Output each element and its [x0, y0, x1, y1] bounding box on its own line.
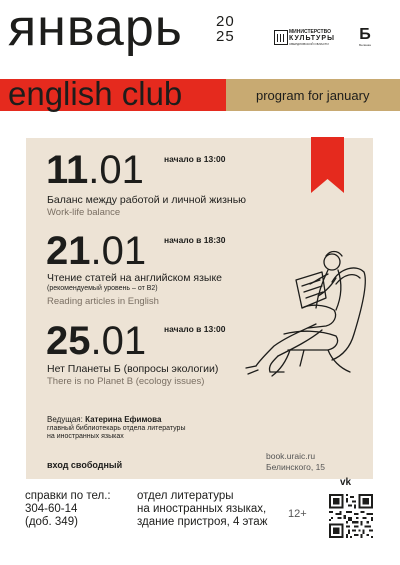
ministry-line2: КУЛЬТУРЫ — [289, 35, 335, 42]
phone-line3: (доб. 349) — [25, 516, 78, 528]
event-note: (рекомендуемый уровень – от В2) — [47, 285, 158, 292]
ministry-line3: СВЕРДЛОВСКОЙ ОБЛАСТИ — [289, 42, 329, 46]
event-day: 25 — [46, 319, 91, 363]
address: Белинского, 15 — [266, 462, 326, 472]
event-date — [46, 150, 144, 190]
bookmark-ribbon-icon — [311, 137, 344, 193]
host-name: Катерина Ефимова — [85, 415, 162, 424]
phone-block — [25, 490, 111, 529]
phone-line1: справки по тел.: — [25, 490, 111, 502]
website-link[interactable]: book.uraic.ru — [266, 451, 316, 461]
phone-line2: 304-60-14 — [25, 503, 78, 515]
library-logo — [354, 27, 376, 51]
event-title-en: Work-life balance — [47, 207, 121, 218]
host-role-line1: главный библиотекарь отдела литературы — [47, 425, 186, 432]
program-subtitle: program for january — [256, 88, 370, 103]
month-title: январь — [8, 0, 183, 57]
dept-line1: отдел литературы — [137, 490, 234, 502]
dept-line3: здание пристроя, 4 этаж — [137, 516, 268, 528]
host-role-line2: на иностранных языках — [47, 433, 124, 440]
age-rating: 12+ — [288, 508, 307, 520]
year-bottom: 25 — [216, 28, 235, 45]
reading-man-illustration — [244, 238, 372, 380]
event-month: .01 — [88, 148, 144, 192]
host-label: Ведущая: — [47, 415, 86, 424]
ministry-emblem-icon — [274, 30, 288, 45]
ministry-logo — [274, 28, 334, 48]
event-day: 21 — [46, 229, 91, 273]
event-date — [46, 321, 146, 361]
library-logo-label: Белинка — [359, 43, 371, 47]
event-month: .01 — [90, 229, 147, 273]
event-title-ru: Баланс между работой и личной жизнью — [47, 194, 247, 206]
event-date — [46, 231, 146, 271]
event-start-time: начало в 18:30 — [164, 235, 226, 245]
event-day: 11 — [46, 148, 89, 192]
event-title-ru: Чтение статей на английском языке — [47, 272, 222, 284]
library-logo-icon: Б — [359, 26, 371, 43]
free-entry: вход свободный — [47, 460, 123, 470]
event-title-ru: Нет Планеты Б (вопросы экологии) — [47, 363, 219, 375]
host-line — [47, 415, 161, 424]
event-title-en: Reading articles in English — [47, 296, 159, 307]
year-top: 20 — [216, 13, 235, 30]
qr-code-icon[interactable] — [329, 494, 373, 538]
club-title: english club — [8, 75, 183, 112]
event-start-time: начало в 13:00 — [164, 324, 226, 334]
event-start-time: начало в 13:00 — [164, 154, 226, 164]
event-month: .01 — [90, 319, 147, 363]
event-title-en: There is no Planet B (ecology issues) — [47, 376, 205, 387]
ministry-line1: МИНИСТЕРСТВО — [289, 29, 331, 35]
department-block — [137, 490, 267, 529]
year — [216, 14, 240, 44]
vk-icon[interactable]: vk — [340, 477, 352, 488]
dept-line2: на иностранных языках, — [137, 503, 267, 515]
